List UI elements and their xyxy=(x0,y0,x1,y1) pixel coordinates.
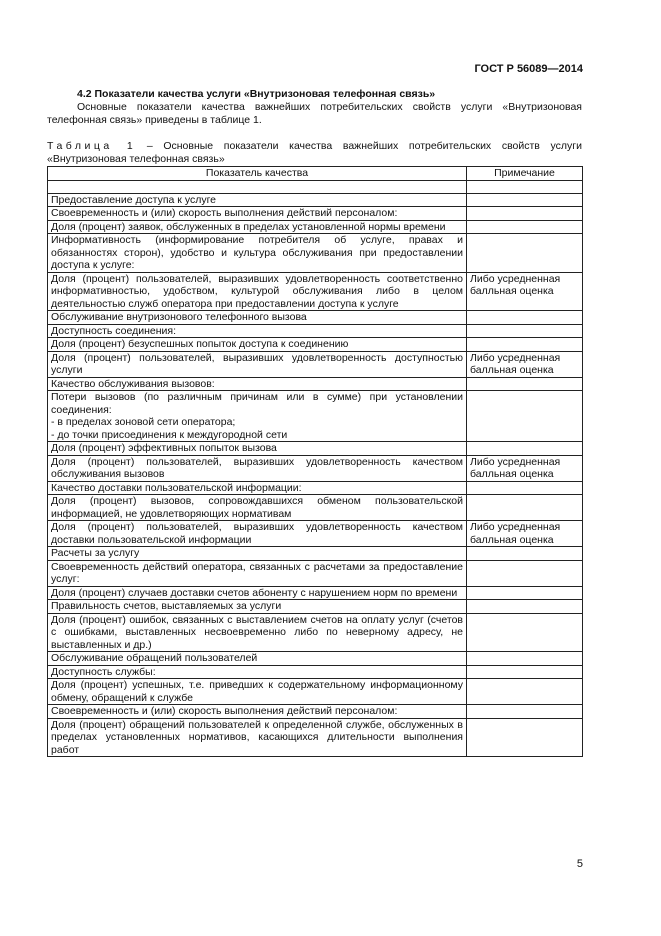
indicator-cell xyxy=(48,220,467,234)
indicator-cell xyxy=(48,652,467,666)
note-cell xyxy=(467,652,583,666)
indicator-subitem: - в пределах зоновой сети оператора; xyxy=(51,416,236,428)
table-row xyxy=(48,391,583,442)
note-cell xyxy=(467,234,583,273)
indicator-text: Обслуживание внутризонового телефонного вызова xyxy=(51,311,307,323)
indicator-text: Доступность соединения: xyxy=(51,324,176,337)
indicator-cell xyxy=(48,311,467,325)
table-row xyxy=(48,442,583,456)
table-row xyxy=(48,377,583,391)
column-header-note: Примечание xyxy=(467,167,583,181)
note-cell xyxy=(467,495,583,521)
indicator-text: Доля (процент) пользователей, выразивших удовлетворенность доступностью услуги xyxy=(51,351,463,376)
note-cell xyxy=(467,207,583,221)
indicator-text: Доля (процент) ошибок, связанных с выставлением счетов на оплату услуг (счетов с ошибками, выставленных несвоевременно либо по неверному адресу, не выставленных и др.) xyxy=(51,613,463,651)
note-cell xyxy=(467,442,583,456)
indicator-text: Доля (процент) вызовов, сопровождавшихся обменом пользовательской информацией, не удовлетворяющих нормативам xyxy=(51,495,463,520)
indicator-cell xyxy=(48,324,467,338)
indicator-cell xyxy=(48,586,467,600)
table-body xyxy=(48,180,583,757)
note-cell: Либо усредненная балльная оценка xyxy=(467,272,583,311)
table-row xyxy=(48,324,583,338)
table-row xyxy=(48,586,583,600)
indicator-text: Доступность службы: xyxy=(51,665,156,678)
indicator-text: Информативность (информирование потребителя об услуге, правах и обязанностях сторон), удобство и культура обслуживания при предоставлении доступа к услуге: xyxy=(51,234,463,271)
table-row xyxy=(48,481,583,495)
indicator-cell xyxy=(48,481,467,495)
table-caption-text: – Основные показатели качества важнейших потребительских свойств услуги «Внутризоновая телефонная связь» xyxy=(47,140,582,165)
indicator-text: Правильность счетов, выставляемых за услуги xyxy=(51,600,282,612)
indicator-cell xyxy=(48,495,467,521)
note-cell xyxy=(467,705,583,719)
indicator-text: Доля (процент) случаев доставки счетов абоненту с нарушением норм по времени xyxy=(51,586,458,599)
indicator-cell xyxy=(48,665,467,679)
indicator-cell xyxy=(48,613,467,652)
note-cell xyxy=(467,193,583,207)
page-number: 5 xyxy=(576,858,583,870)
table-header-row xyxy=(48,167,583,181)
indicator-cell xyxy=(48,193,467,207)
table-caption-label: Таблица 1 xyxy=(47,140,137,152)
table-row xyxy=(48,311,583,325)
note-cell xyxy=(467,220,583,234)
indicator-cell xyxy=(48,560,467,586)
table-row xyxy=(48,180,583,193)
indicator-cell xyxy=(48,234,467,273)
indicator-text: Доля (процент) успешных, т.е. приведших к содержательному информационному обмену, обращений к службе xyxy=(51,679,463,704)
indicator-text: Доля (процент) эффективных попыток вызова xyxy=(51,442,277,454)
note-cell xyxy=(467,391,583,442)
indicator-text: Доля (процент) пользователей, выразивших удовлетворенность качеством доставки пользовательской информации xyxy=(51,521,463,546)
table-row xyxy=(48,351,583,377)
indicator-text: Доля (процент) пользователей, выразивших удовлетворенность качеством обслуживания вызовов xyxy=(51,455,463,480)
indicator-subitem: - до точки присоединения к междугородной сети xyxy=(51,428,288,441)
indicator-text: Доля (процент) пользователей, выразивших удовлетворенность соответственно информативностью, удобством, культурой обслуживания либо в целом деятельностью служб оператора при предоставлении доступа к услуге xyxy=(51,272,463,310)
intro-paragraph: Основные показатели качества важнейших потребительских свойств услуги «Внутризоновая телефонная связь» приведены в таблице 1. xyxy=(47,101,582,126)
indicator-text: Своевременность действий оператора, связанных с расчетами за предоставление услуг: xyxy=(51,560,463,585)
table-row xyxy=(48,679,583,705)
note-cell xyxy=(467,718,583,757)
indicator-cell xyxy=(48,455,467,481)
table-row xyxy=(48,193,583,207)
note-cell xyxy=(467,679,583,705)
indicator-cell xyxy=(48,521,467,547)
note-cell: Либо усредненная балльная оценка xyxy=(467,521,583,547)
table-row xyxy=(48,495,583,521)
note-cell xyxy=(467,311,583,325)
note-cell: Либо усредненная балльная оценка xyxy=(467,351,583,377)
indicator-cell xyxy=(48,679,467,705)
table-row xyxy=(48,207,583,221)
document-code: ГОСТ Р 56089—2014 xyxy=(474,63,583,75)
quality-indicators-table xyxy=(47,166,583,757)
indicator-cell xyxy=(48,338,467,352)
note-cell xyxy=(467,481,583,495)
note-cell xyxy=(467,586,583,600)
table-row xyxy=(48,718,583,757)
table-row xyxy=(48,338,583,352)
table-row xyxy=(48,455,583,481)
column-header-indicator: Показатель качества xyxy=(48,167,467,181)
indicator-cell xyxy=(48,600,467,614)
note-cell xyxy=(467,613,583,652)
table-row xyxy=(48,652,583,666)
indicator-text: Потери вызовов (по различным причинам или в сумме) при установлении соединения: xyxy=(51,391,463,416)
indicator-cell xyxy=(48,180,467,193)
table-row xyxy=(48,521,583,547)
indicator-text: Расчеты за услугу xyxy=(51,547,140,559)
table-row xyxy=(48,234,583,273)
indicator-cell xyxy=(48,377,467,391)
table-row xyxy=(48,547,583,561)
indicator-cell xyxy=(48,272,467,311)
table-row xyxy=(48,705,583,719)
section-heading: 4.2 Показатели качества услуги «Внутризоновая телефонная связь» xyxy=(77,88,436,100)
indicator-cell xyxy=(48,351,467,377)
indicator-cell xyxy=(48,442,467,456)
note-cell xyxy=(467,338,583,352)
note-cell xyxy=(467,324,583,338)
note-cell xyxy=(467,377,583,391)
indicator-cell xyxy=(48,705,467,719)
table-row xyxy=(48,665,583,679)
indicator-text: Своевременность и (или) скорость выполнения действий персоналом: xyxy=(51,207,398,219)
note-cell xyxy=(467,560,583,586)
indicator-text: Предоставление доступа к услуге xyxy=(51,193,217,206)
indicator-cell xyxy=(48,718,467,757)
indicator-text: Качество доставки пользовательской информации: xyxy=(51,481,302,494)
indicator-text: Доля (процент) обращений пользователей к определенной службе, обслуженных в пределах установленных нормативов, касающихся длительности выполнения работ xyxy=(51,718,463,756)
table-row xyxy=(48,560,583,586)
note-cell xyxy=(467,665,583,679)
table-caption xyxy=(47,140,582,165)
indicator-text: Качество обслуживания вызовов: xyxy=(51,377,215,390)
table-row xyxy=(48,613,583,652)
note-cell xyxy=(467,600,583,614)
indicator-text: Своевременность и (или) скорость выполнения действий персоналом: xyxy=(51,705,398,717)
indicator-text: Доля (процент) безуспешных попыток доступа к соединению xyxy=(51,338,349,350)
indicator-cell xyxy=(48,391,467,442)
note-cell xyxy=(467,180,583,193)
note-cell: Либо усредненная балльная оценка xyxy=(467,455,583,481)
indicator-cell xyxy=(48,207,467,221)
table-row xyxy=(48,220,583,234)
indicator-text: Доля (процент) заявок, обслуженных в пределах установленной нормы времени xyxy=(51,220,446,233)
table-row xyxy=(48,600,583,614)
indicator-cell xyxy=(48,547,467,561)
table-row xyxy=(48,272,583,311)
indicator-text: Обслуживание обращений пользователей xyxy=(51,652,258,664)
note-cell xyxy=(467,547,583,561)
